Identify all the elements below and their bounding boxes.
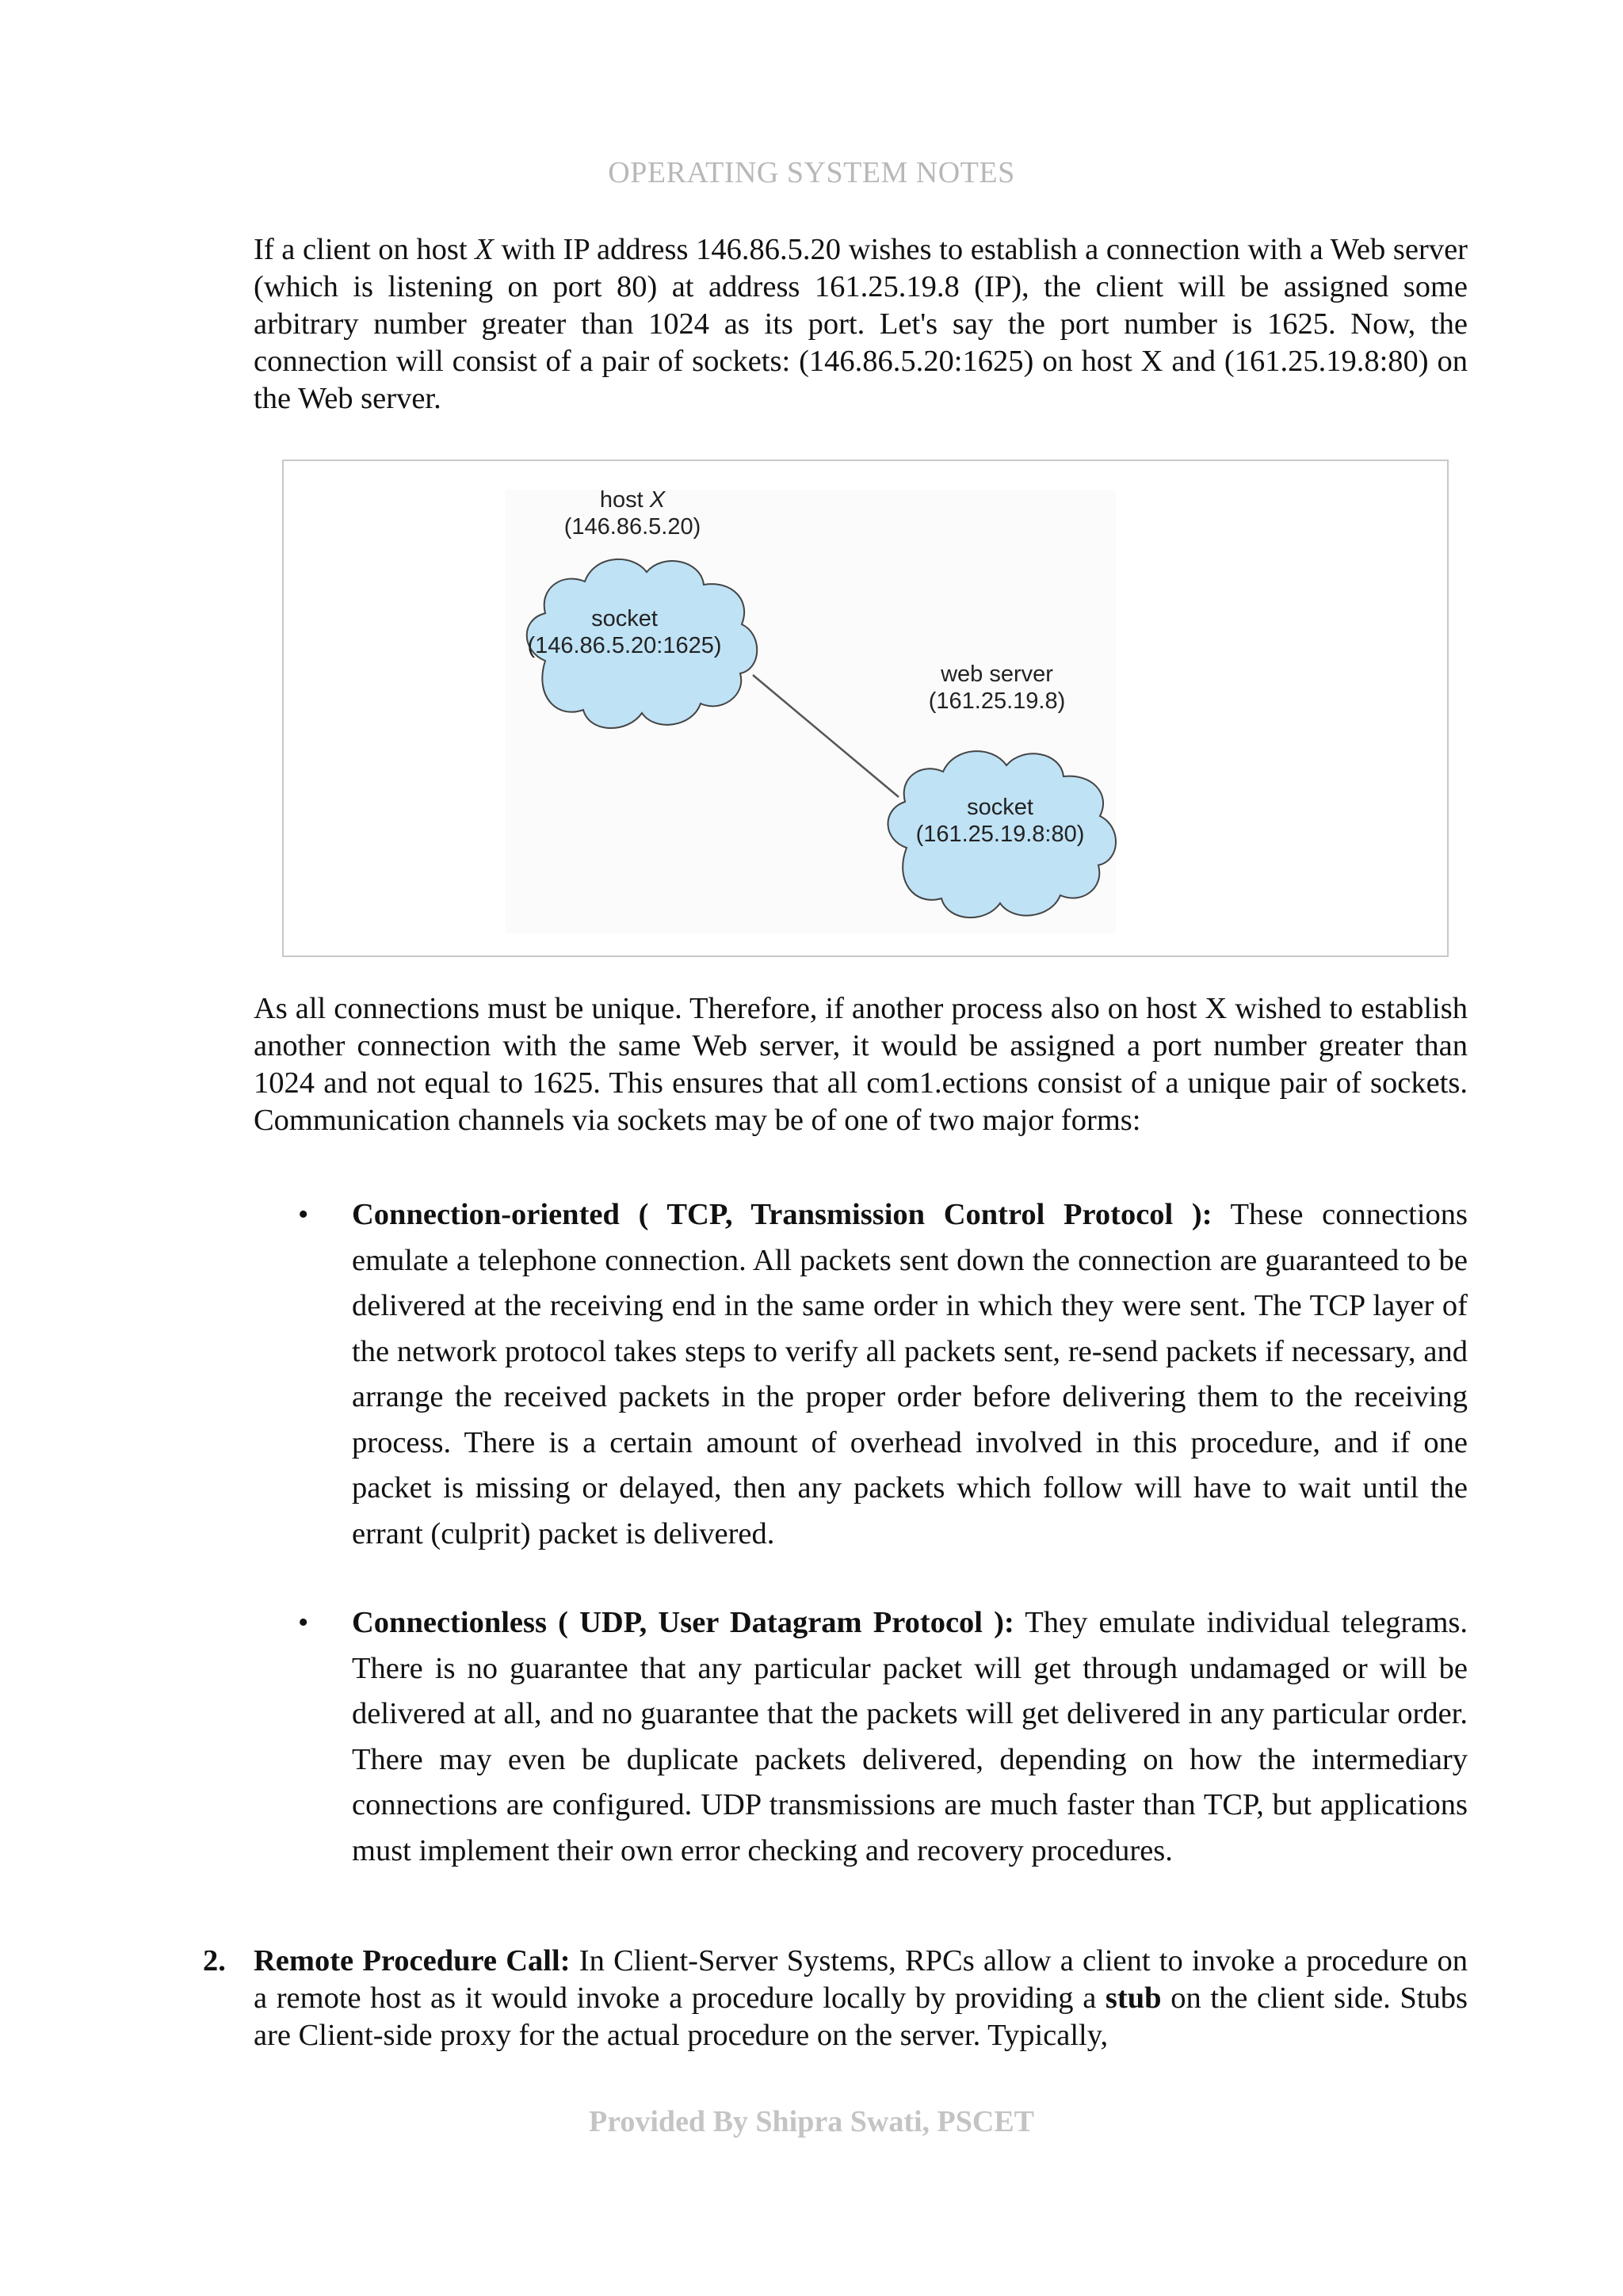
server-ip: (161.25.19.8) (928, 688, 1066, 714)
host-socket-address: (146.86.5.20:1625) (527, 633, 722, 658)
intro-text-1: If a client on host (254, 233, 475, 266)
list-number: 2. (203, 1944, 226, 1978)
page-footer: Provided By Shipra Swati, PSCET (588, 2105, 1035, 2138)
bullet-tcp-title: Connection-oriented ( TCP, Transmission Control Protocol ): (352, 1198, 1212, 1231)
rpc-item (254, 1943, 1468, 2054)
socket-diagram-svg (284, 461, 1447, 955)
bullet-udp (352, 1600, 1468, 1874)
rpc-text-2: on the client side. Stubs are Client-side proxy for the actual procedure on the server. Typically, (254, 1981, 1468, 2052)
uniqueness-paragraph: As all connections must be unique. Therefore, if another process also on host X wished to establish another connection with the same Web server, it would be assigned a port number greater than 1024 and not equal to 1625. This ensures that all com1.ections consist of a unique pair of sockets. Communication channels via sockets may be of one of two major forms: (254, 992, 1468, 1137)
rpc-text-1: In Client-Server Systems, RPCs allow a client to invoke a procedure on a remote host as it would invoke a procedure locally by providing a (254, 1944, 1468, 2015)
intro-text-2: with IP address 146.86.5.20 wishes to establish a connection with a Web server (which is listening on port 80) at address 161.25.19.8 (IP), the client will be assigned some arbitrary number greater than 1024 as its port. Let's say the port number is 1625. Now, the connection will consist of a pair of sockets: (146.86.5.20:1625) on host X and (161.25.19.8:80) on the Web server. (254, 233, 1468, 415)
bullet-tcp-text: These connections emulate a telephone connection. All packets sent down the connection are guaranteed to be delivered at the receiving end in the same order in which they were sent. The TCP layer of the network protocol takes steps to verify all packets sent, re-send packets if necessary, and arrange the received packets in the proper order before delivering them to the receiving process. There is a certain amount of overhead involved in this procedure, and if one packet is missing or delayed, then any packets which follow will have to wait until the errant (culprit) packet is delivered. (352, 1198, 1468, 1550)
page-header: OPERATING SYSTEM NOTES (608, 156, 1015, 189)
intro-paragraph (254, 231, 1468, 418)
bullet-udp-text: They emulate individual telegrams. There is no guarantee that any particular packet will get through undamaged or will be delivered at all, and no guarantee that the packets will get delivered in any particular order. There may even be duplicate packets delivered, depending on how the intermediary connections are configured. UDP transmissions are much faster than TCP, but applications must implement their own error checking and recovery procedures. (352, 1606, 1468, 1867)
bullet-tcp (352, 1192, 1468, 1557)
host-ip: (146.86.5.20) (563, 514, 701, 540)
server-socket-address: (161.25.19.8:80) (915, 822, 1085, 847)
bullet-marker: • (298, 1198, 309, 1231)
host-variable: X (475, 233, 494, 266)
server-socket-label: socket (967, 795, 1033, 820)
bullet-marker: • (298, 1606, 309, 1639)
host-label: host X (599, 487, 666, 513)
socket-diagram (282, 460, 1449, 957)
server-label: web server (941, 662, 1053, 687)
host-socket-label: socket (591, 606, 658, 631)
bullet-udp-title: Connectionless ( UDP, User Datagram Protocol ): (352, 1606, 1014, 1639)
rpc-title: Remote Procedure Call: (254, 1944, 571, 1978)
rpc-stub-term: stub (1105, 1981, 1162, 2015)
